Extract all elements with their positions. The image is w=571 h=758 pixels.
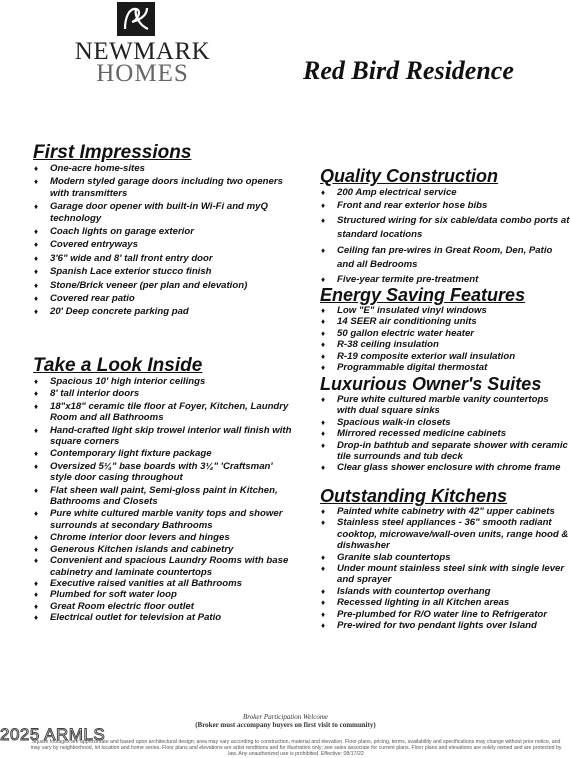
list-item: ♦ Garage door opener with built-in Wi-Fi and myQ technology	[33, 201, 293, 224]
list-item: ♦ Pre-plumbed for R/O water line to Refrigerator	[320, 609, 570, 620]
list-item: ♦ One-acre home-sites	[33, 163, 293, 174]
list-item: ♦ Painted white cabinetry with 42" upper cabinets	[320, 506, 570, 517]
section-heading: Quality Construction	[320, 166, 499, 186]
logo-text-newmark: NEWMARK	[74, 38, 211, 65]
list-item: ♦ Drop-in bathtub and separate shower with ceramic tile surrounds and tub deck	[320, 440, 570, 463]
list-item: ♦ Mirrored recessed medicine cabinets	[320, 428, 570, 439]
list-item: ♦ 50 gallon electric water heater	[320, 328, 570, 339]
list-item: ♦ Low "E" insulated vinyl windows	[320, 305, 570, 316]
list-item: ♦ Islands with countertop overhang	[320, 586, 570, 597]
footer-broker-condition: (Broker must accompany buyers on first visit to community)	[195, 721, 376, 729]
list-item: ♦ Pure white cultured marble vanity countertops with dual square sinks	[320, 394, 570, 417]
section-quality-construction	[320, 167, 570, 285]
list-item: ♦ 200 Amp electrical service	[320, 187, 570, 198]
copyright-watermark: 2025 ARMLS	[0, 725, 106, 744]
list-item: ♦ Chrome interior door levers and hinges	[33, 532, 295, 543]
list-item: ♦ Stone/Brick veneer (per plan and elevation)	[33, 280, 293, 291]
section-heading: Energy Saving Features	[320, 285, 526, 305]
list-item: ♦ Modern styled garage doors including two openers with transmitters	[33, 176, 293, 199]
list-item: ♦ Front and rear exterior hose bibs	[320, 200, 570, 211]
list-item: ♦ 18"x18" ceramic tile floor at Foyer, Kitchen, Laundry Room and all Bathrooms	[33, 401, 295, 424]
list-item: ♦ Generous Kitchen islands and cabinetry	[33, 544, 295, 555]
list-item: ♦ Coach lights on garage exterior	[33, 226, 293, 237]
feature-list	[320, 506, 570, 631]
list-item: ♦ Spacious walk-in closets	[320, 417, 570, 428]
section-heading: First Impressions	[33, 142, 192, 163]
footer-broker-note: Broker Participation Welcome	[242, 713, 329, 721]
section-first-impressions	[33, 143, 293, 318]
list-item: ♦ R-38 ceiling insulation	[320, 339, 570, 350]
section-take-a-look-inside	[33, 356, 295, 624]
list-item: ♦ Structured wiring for six cable/data combo ports at standard locations	[320, 214, 570, 242]
section-outstanding-kitchens	[320, 487, 570, 631]
list-item: ♦ Convenient and spacious Laundry Rooms with base cabinetry and laminate countertops	[33, 555, 295, 578]
list-item: ♦ Programmable digital thermostat	[320, 362, 570, 373]
list-item: ♦ Contemporary light fixture package	[33, 448, 295, 459]
logo-text-homes: HOMES	[96, 60, 189, 87]
list-item: ♦ Granite slab countertops	[320, 552, 570, 563]
list-item: ♦ Hand-crafted light skip trowel interior wall finish with square corners	[33, 425, 295, 448]
list-item: ♦ Executive raised vanities at all Bathrooms	[33, 578, 295, 589]
footer-disclaimer: Square footages are approximate and based upon architectural design; area may vary according to construction, material and elevation. Floor plans, pricing, terms, availability and specifications may change without prior notice, and may vary by neighborhood, lot location and home series. Floor plans and elevations are artist renditions and for illustration only; see sales associate for current plans. Floor plans and elevations are solely owned and are protected by law. Any unauthorized use is prohibited. Effective: 08/17/22	[30, 739, 562, 758]
list-item: ♦ Covered rear patio	[33, 293, 293, 304]
list-item: ♦ 3'6" wide and 8' tall front entry door	[33, 253, 293, 264]
list-item: ♦ 20' Deep concrete parking pad	[33, 306, 293, 317]
list-item: ♦ Great Room electric floor outlet	[33, 601, 295, 612]
feature-list	[33, 163, 293, 318]
newmark-monogram-icon	[117, 2, 155, 36]
list-item: ♦ Recessed lighting in all Kitchen areas	[320, 597, 570, 608]
list-item: ♦ Covered entryways	[33, 239, 293, 250]
list-item: ♦ Stainless steel appliances - 36" smooth radiant cooktop, microwave/wall-oven units, range hood & dishwasher	[320, 517, 570, 551]
list-item: ♦ Spanish Lace exterior stucco finish	[33, 266, 293, 277]
section-heading: Outstanding Kitchens	[320, 486, 508, 506]
list-item: ♦ Pre-wired for two pendant lights over Island	[320, 620, 570, 631]
list-item: ♦ Clear glass shower enclosure with chrome frame	[320, 462, 570, 473]
feature-list	[320, 187, 570, 285]
list-item: ♦ 14 SEER air conditioning units	[320, 316, 570, 327]
feature-list	[320, 305, 570, 373]
list-item: ♦ Ceiling fan pre-wires in Great Room, Den, Patio and all Bedrooms	[320, 244, 570, 272]
list-item: ♦ Electrical outlet for television at Patio	[33, 612, 295, 623]
list-item: ♦ 8' tall interior doors	[33, 388, 295, 399]
list-item: ♦ Flat sheen wall paint, Semi-gloss paint in Kitchen, Bathrooms and Closets	[33, 485, 295, 508]
feature-list	[320, 394, 570, 474]
list-item: ♦ Spacious 10' high interior ceilings	[33, 376, 295, 387]
list-item: ♦ Under mount stainless steel sink with single lever and sprayer	[320, 563, 570, 586]
list-item: ♦ Pure white cultured marble vanity tops and shower surrounds at secondary Bathrooms	[33, 508, 295, 531]
feature-list	[33, 376, 295, 624]
list-item: ♦ Oversized 5¼" base boards with 3¼" 'Craftsman' style door casing throughout	[33, 461, 295, 484]
section-owners-suites	[320, 375, 570, 474]
section-heading: Take a Look Inside	[33, 355, 203, 376]
section-energy-saving-features	[320, 286, 570, 373]
newmark-homes-logo	[60, 2, 225, 88]
section-heading: Luxurious Owner's Suites	[320, 374, 542, 394]
list-item: ♦ Plumbed for soft water loop	[33, 589, 295, 600]
list-item: ♦ Five-year termite pre-treatment	[320, 274, 570, 285]
list-item: ♦ R-19 composite exterior wall insulation	[320, 351, 570, 362]
document-title: Red Bird Residence	[303, 56, 514, 85]
